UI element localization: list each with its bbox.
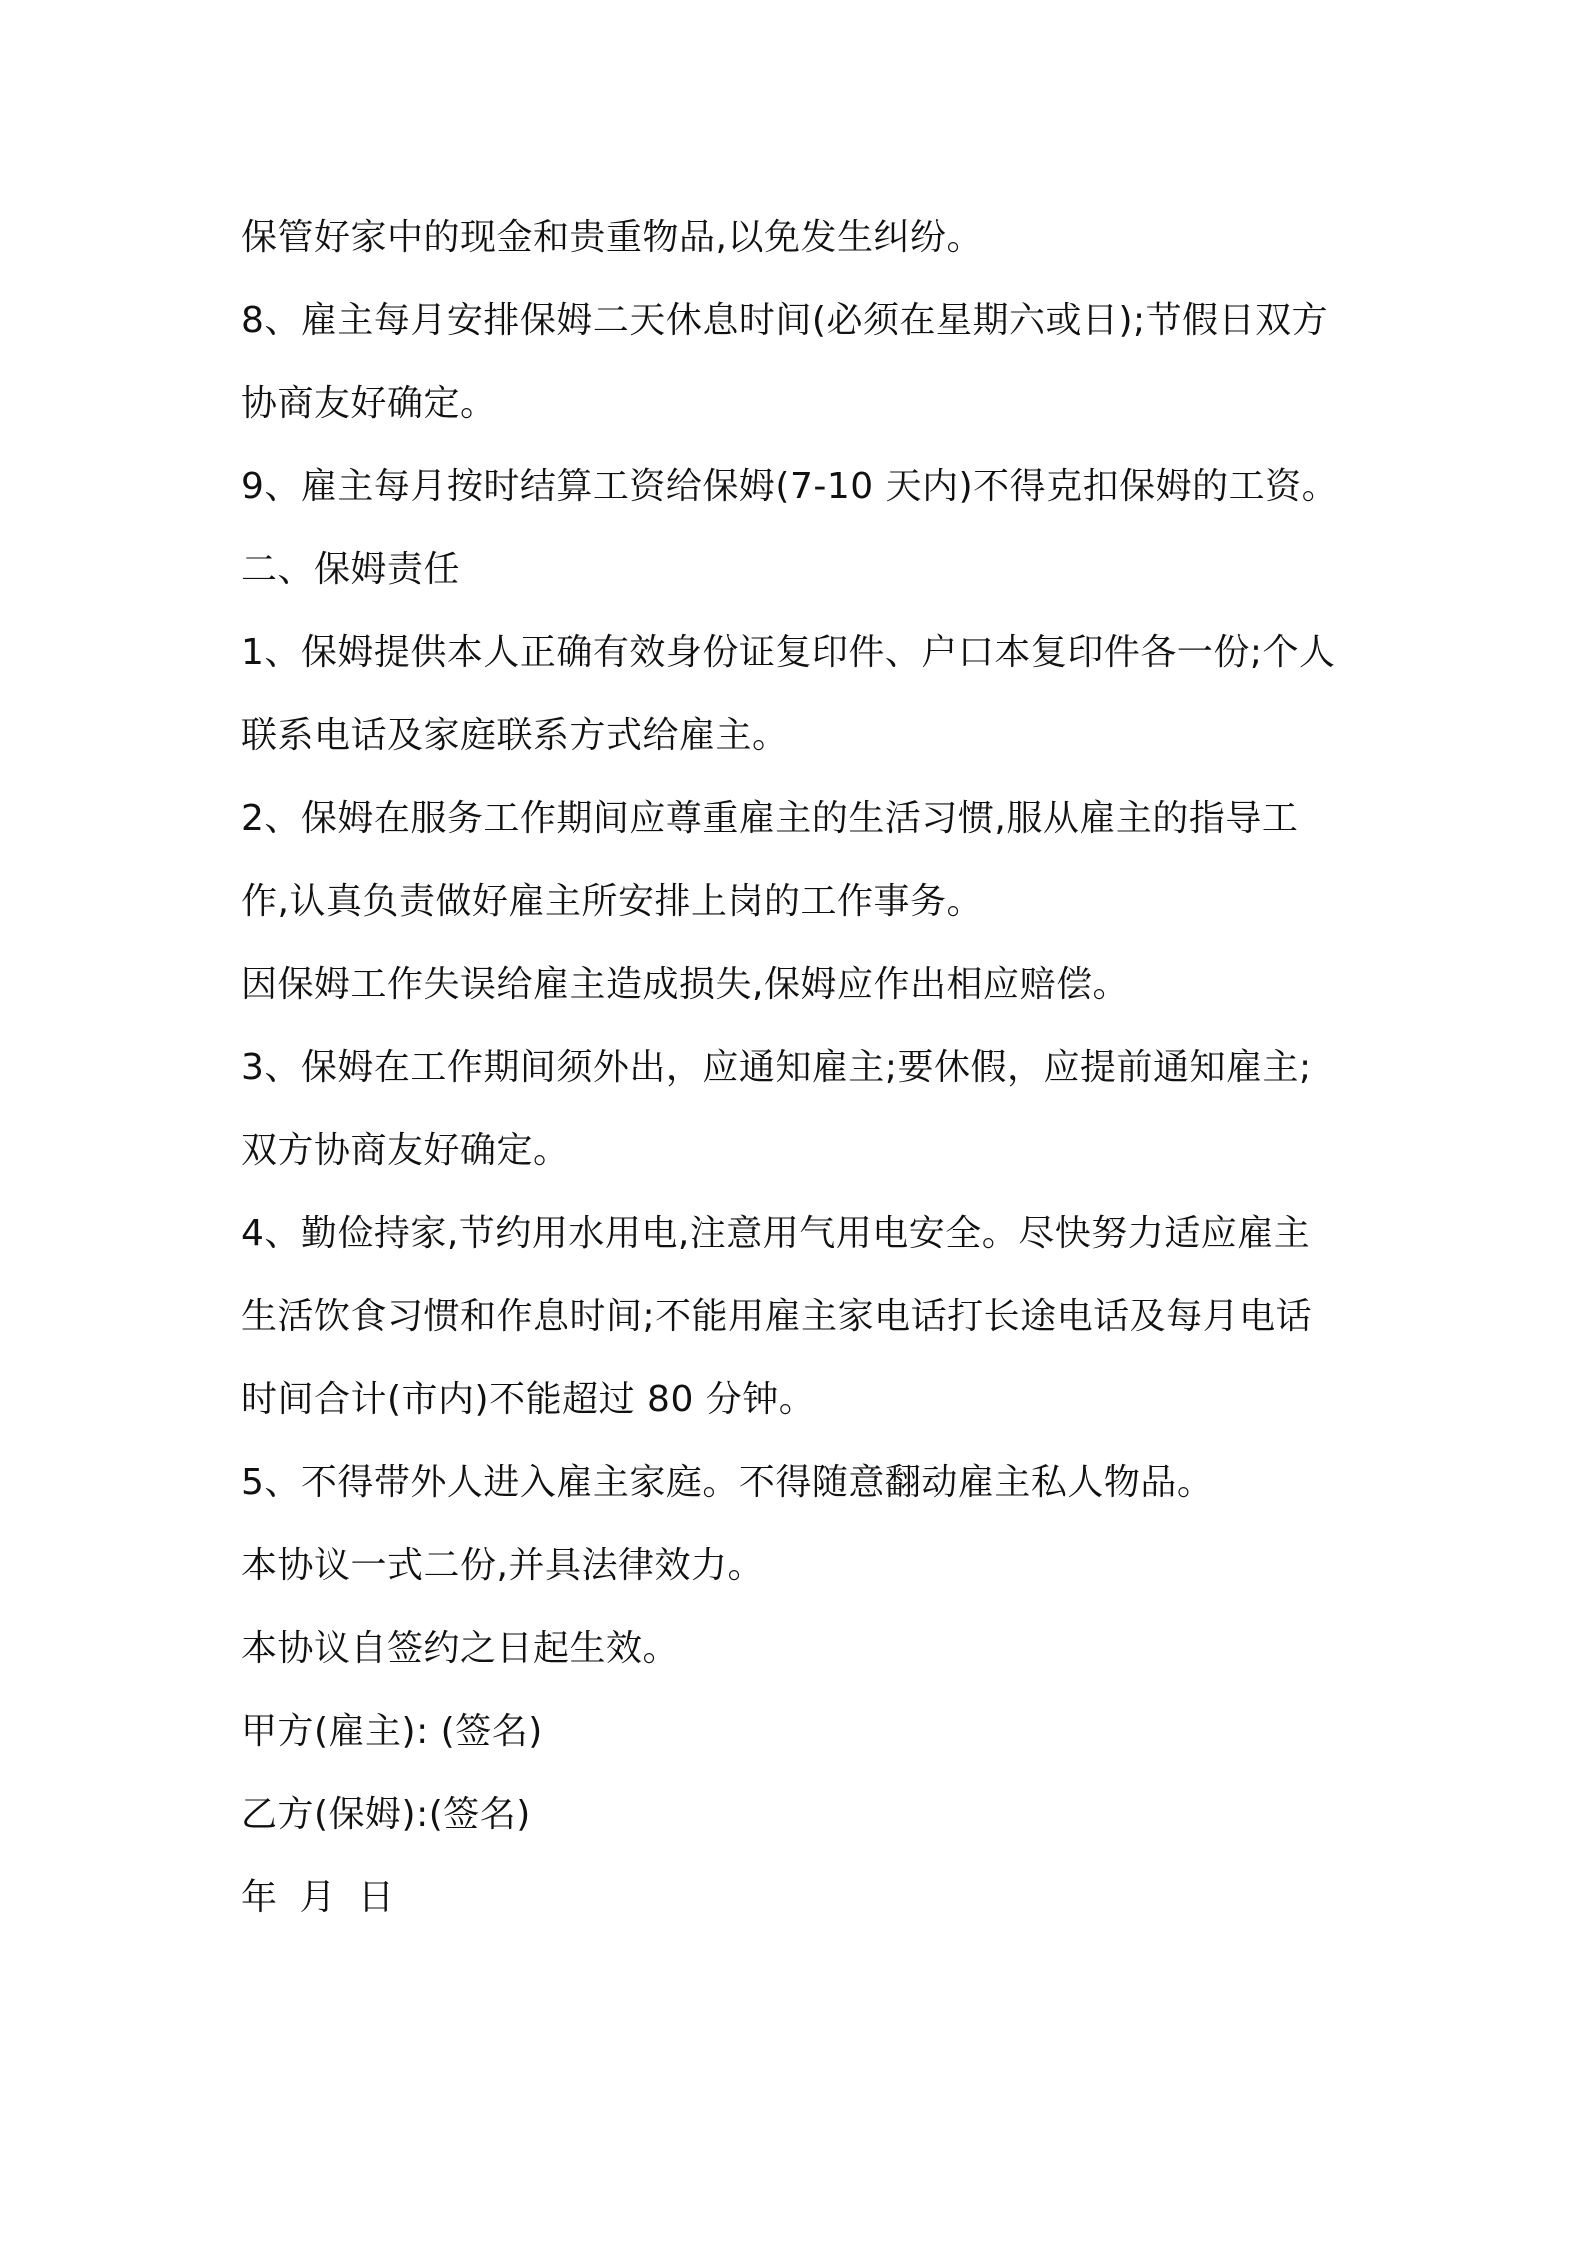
party-b-signature: 乙方(保姆):(签名) xyxy=(241,1794,531,1835)
clause-2-line-1: 2、保姆在服务工作期间应尊重雇主的生活习惯,服从雇主的指导工 xyxy=(241,798,1299,839)
clause-3-line-1: 3、保姆在工作期间须外出，应通知雇主;要休假，应提前通知雇主; xyxy=(241,1047,1312,1088)
clause-9: 9、雇主每月按时结算工资给保姆(7-10 天内)不得克扣保姆的工资。 xyxy=(241,466,1339,507)
clause-3-line-2: 双方协商友好确定。 xyxy=(241,1130,570,1171)
date-day: 日 xyxy=(358,1877,395,1918)
clause-4-line-1: 4、勤俭持家,节约用水用电,注意用气用电安全。尽快努力适应雇主 xyxy=(241,1213,1311,1254)
clause-2-line-3: 因保姆工作失误给雇主造成损失,保姆应作出相应赔偿。 xyxy=(241,964,1129,1005)
paragraph-line: 保管好家中的现金和贵重物品,以免发生纠纷。 xyxy=(241,217,983,258)
date-year: 年 xyxy=(241,1877,278,1918)
date-month: 月 xyxy=(299,1877,337,1918)
clause-1-line-2: 联系电话及家庭联系方式给雇主。 xyxy=(241,715,789,756)
clause-4-line-3: 时间合计(市内)不能超过 80 分钟。 xyxy=(241,1379,816,1420)
document-body xyxy=(241,196,1361,1939)
date-line xyxy=(241,1856,1361,1939)
clause-4-line-2: 生活饮食习惯和作息时间;不能用雇主家电话打长途电话及每月电话 xyxy=(241,1296,1313,1337)
clause-8-line-2: 协商友好确定。 xyxy=(241,383,497,424)
effective-statement: 本协议自签约之日起生效。 xyxy=(241,1628,680,1669)
clause-1-line-1: 1、保姆提供本人正确有效身份证复印件、户口本复印件各一份;个人 xyxy=(241,632,1336,673)
section-heading-nanny-responsibility: 二、保姆责任 xyxy=(241,549,461,590)
copies-statement: 本协议一式二份,并具法律效力。 xyxy=(241,1545,764,1586)
clause-2-line-2: 作,认真负责做好雇主所安排上岗的工作事务。 xyxy=(241,881,983,922)
party-a-signature: 甲方(雇主): (签名) xyxy=(241,1711,543,1752)
clause-5: 5、不得带外人进入雇主家庭。不得随意翻动雇主私人物品。 xyxy=(241,1462,1214,1503)
clause-8-line-1: 8、雇主每月安排保姆二天休息时间(必须在星期六或日);节假日双方 xyxy=(241,300,1329,341)
